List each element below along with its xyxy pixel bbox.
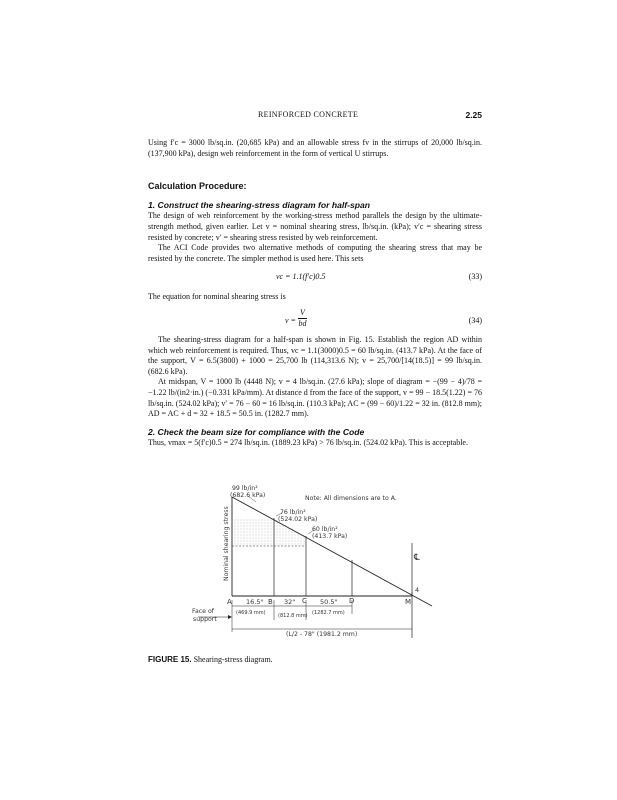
intro-paragraph: Using f′c = 3000 lb/sq.in. (20,685 kPa) and an allowable stress fv in the stirrups of 20,000 lb/sq.in. (137,900 kPa), design web reinforcement in the form of vertical U stirrups.: [148, 138, 482, 158]
caption-text: Shearing-stress diagram.: [193, 655, 273, 664]
label-mid-value-kpa: (524.02 kPa): [278, 516, 318, 523]
page-number: 2.25: [465, 110, 482, 120]
figure-note: Note: All dimensions are to A.: [305, 495, 397, 502]
equation-34-numerator: V: [300, 307, 305, 317]
step2-heading: 2. Check the beam size for compliance with the Code: [148, 426, 365, 437]
procedure-heading: Calculation Procedure:: [148, 181, 247, 192]
label-mid-value: 76 lb/in²: [280, 509, 306, 516]
step2-para: Thus, vmax = 5(f′c)0.5 = 274 lb/sq.in. (1889.23 kPa) > 76 lb/sq.in. (524.02 kPa). This is acceptable.: [148, 438, 468, 448]
step1-para5: At midspan, V = 1000 lb (4448 N); v = 4 lb/sq.in. (27.6 kPa); slope of diagram = −(99 − 4)/78 = −1.22 lb/(in2·in.) (−0.331 kPa/mm). At distance d from the face of the support, v = 99 − 18.5(1.22) = 76 lb/sq.in. (524.02 kPa); v′ = 76 − 60 = 16 lb/sq.in. (110.3 kPa); AC = (99 − 60)/1.22 = 32 in. (812.8 mm); AD = AC + d = 32 + 18.5 = 50.5 in. (1282.7 mm).: [148, 377, 482, 419]
diagram-svg: [192, 480, 437, 640]
step1-heading: 1. Construct the shearing-stress diagram for half-span: [148, 199, 371, 210]
stress-slope-line: [232, 497, 432, 606]
dim-ac-mm: (812.8 mm): [278, 613, 308, 619]
page-body: [148, 138, 482, 449]
support-label-line2: support: [193, 616, 217, 623]
dim-am-label: (L/2 - 78" (1981.2 mm): [286, 631, 358, 638]
dim-ac-label: 32": [284, 598, 296, 606]
step1-para2: The ACI Code provides two alternative methods of computing the shearing stress that may be resisted by the concrete. The simpler method is used here. This sets: [148, 243, 482, 263]
step1-para4: The shearing-stress diagram for a half-span is shown in Fig. 15. Establish the region AD within which web reinforcement is required. Thus, vc = 1.1(3000)0.5 = 60 lb/sq.in. (413.7 kPa). At the face of the support, V = 6.5(3800) + 1000 = 25,700 lb (114,313.6 N); v = 25,700/[14(18.5)] = 99 lb/sq.in. (682.6 kPa).: [148, 334, 482, 376]
point-m: M: [405, 598, 412, 606]
equation-34-number: (34): [468, 315, 482, 325]
equation-33-number: (33): [468, 272, 482, 282]
equation-34-fraction: [298, 308, 307, 329]
step1-para1: The design of web reinforcement by the working-stress method parallels the design by the ultimate-strength method, given earlier. Let v = nominal shearing stress, lb/sq.in. (kPa); v′c = shearing stress resisted by concrete; v′ = shearing stress resisted by web reinforcement.: [148, 211, 482, 242]
dim-ad-mm: (1282.7 mm): [312, 610, 345, 616]
support-label-line1: Face of: [192, 608, 214, 615]
dim-ab-mm: (469.9 mm): [236, 610, 266, 616]
point-a: A: [227, 598, 232, 606]
y-axis-label: Nominal shearing stress: [223, 506, 230, 581]
equation-33: [148, 269, 482, 289]
support-arrowhead: [228, 615, 232, 619]
dim-ab-label: 16.5": [246, 598, 264, 606]
dim-ad-label: 50.5": [320, 598, 338, 606]
label-low-value: 60 lb/in²: [312, 526, 338, 533]
label-top-value-kpa: (682.6 kPa): [230, 492, 266, 499]
label-top-value: 99 lb/in²: [232, 485, 258, 492]
equation-33-formula: vc = 1.1(f′c)0.5: [276, 272, 326, 282]
caption-label: FIGURE 15.: [148, 655, 192, 664]
point-c: C: [302, 597, 307, 605]
equation-34-denominator: bd: [298, 318, 307, 328]
point-b: B: [268, 598, 273, 606]
label-end-value: 4: [415, 586, 420, 594]
equation-34-lhs: v =: [285, 315, 296, 325]
label-low-value-kpa: (413.7 kPa): [312, 533, 348, 540]
step1-para3: The equation for nominal shearing stress is: [148, 292, 286, 302]
running-title: REINFORCED CONCRETE: [258, 110, 359, 119]
point-d: D: [349, 597, 355, 605]
shearing-stress-diagram: [192, 480, 437, 640]
figure-caption: [148, 655, 273, 664]
equation-34: [148, 308, 482, 332]
centerline-symbol: ℄: [414, 553, 420, 563]
